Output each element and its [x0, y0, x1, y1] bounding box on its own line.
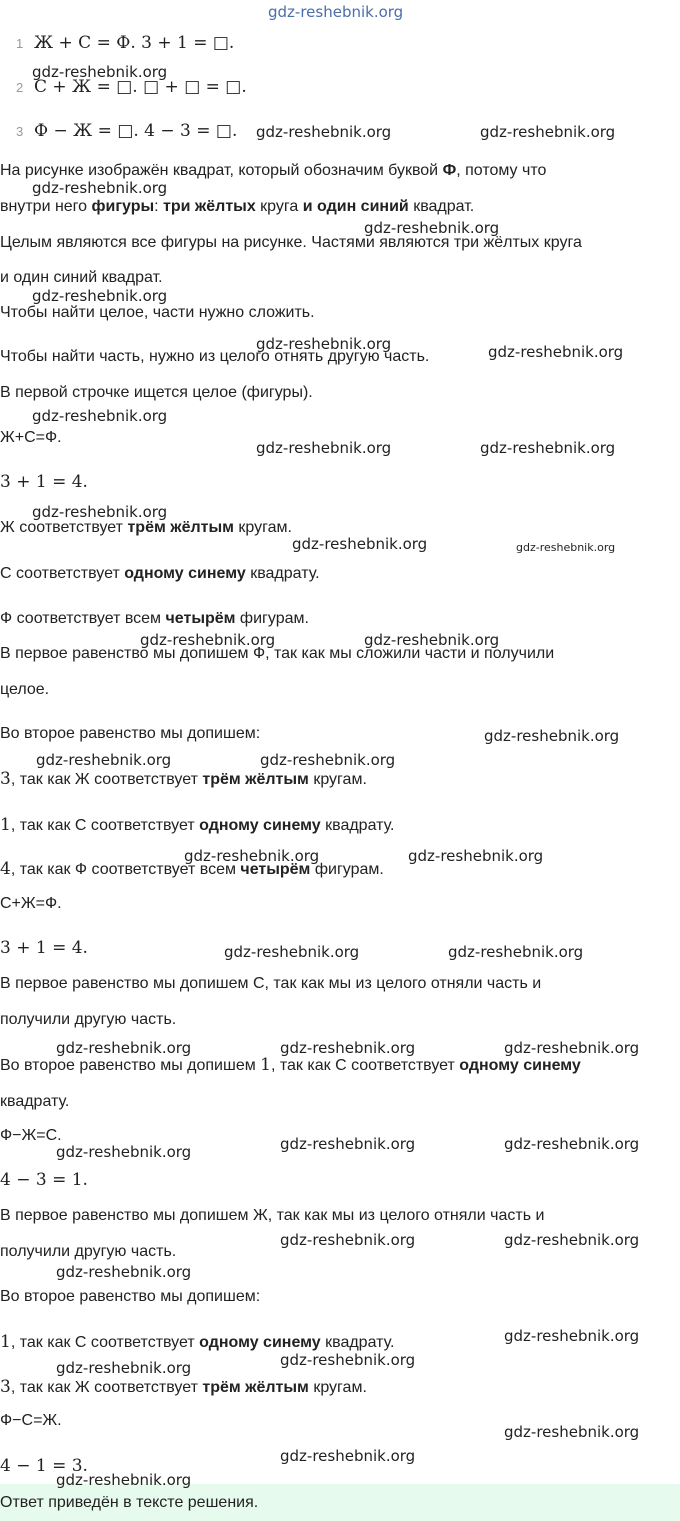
list-number: 3: [16, 124, 24, 139]
paragraph: Во второе равенство мы допишем:: [0, 1288, 261, 1305]
watermark: gdz-reshebnik.org: [56, 1471, 192, 1489]
watermark: gdz-reshebnik.org: [280, 1039, 416, 1057]
paragraph: В первое равенство мы допишем С, так как мы из целого отняли часть и: [0, 975, 542, 992]
paragraph: Во второе равенство мы допишем 1, так как С соответствует одному синему: [0, 1055, 581, 1075]
equation: Ж+С=Ф.: [0, 429, 62, 446]
paragraph: Целым являются все фигуры на рисунке. Частями являются три жёлтых круга: [0, 234, 582, 251]
watermark: gdz-reshebnik.org: [280, 1135, 416, 1153]
paragraph: Ф соответствует всем четырём фигурам.: [0, 610, 309, 627]
watermark: gdz-reshebnik.org: [484, 727, 620, 745]
watermark: gdz-reshebnik.org: [268, 3, 404, 21]
watermark: gdz-reshebnik.org: [56, 1359, 192, 1377]
watermark: gdz-reshebnik.org: [292, 535, 428, 553]
watermark: gdz-reshebnik.org: [32, 63, 168, 81]
paragraph: В первое равенство мы допишем Ф, так как мы сложили части и получили: [0, 645, 555, 662]
watermark: gdz-reshebnik.org: [280, 1231, 416, 1249]
equation: С+Ж=Ф.: [0, 895, 62, 912]
equation: 3 + 1 = 4.: [0, 938, 88, 958]
paragraph: квадрату.: [0, 1093, 70, 1110]
equation: 4 − 1 = 3.: [0, 1456, 88, 1476]
watermark: gdz-reshebnik.org: [504, 1231, 640, 1249]
watermark: gdz-reshebnik.org: [32, 407, 168, 425]
list-number: 1: [16, 36, 24, 51]
equation: 3 + 1 = 4.: [0, 472, 88, 492]
watermark: gdz-reshebnik.org: [56, 1263, 192, 1281]
watermark: gdz-reshebnik.org: [32, 179, 168, 197]
paragraph: получили другую часть.: [0, 1243, 177, 1260]
paragraph: Ж соответствует трём жёлтым кругам.: [0, 519, 292, 536]
paragraph: целое.: [0, 681, 50, 698]
paragraph: На рисунке изображён квадрат, который обозначим буквой Ф, потому что: [0, 162, 547, 179]
paragraph: С соответствует одному синему квадрату.: [0, 565, 320, 582]
watermark: gdz-reshebnik.org: [140, 631, 276, 649]
paragraph: 3, так как Ж соответствует трём жёлтым кругам.: [0, 769, 367, 789]
list-number: 2: [16, 80, 24, 95]
paragraph: 1, так как С соответствует одному синему квадрату.: [0, 1332, 395, 1352]
watermark: gdz-reshebnik.org: [224, 943, 360, 961]
watermark: gdz-reshebnik.org: [516, 541, 616, 554]
watermark: gdz-reshebnik.org: [504, 1327, 640, 1345]
paragraph: и один синий квадрат.: [0, 269, 163, 286]
paragraph: внутри него фигуры: три жёлтых круга и один синий квадрат.: [0, 198, 475, 215]
paragraph: Чтобы найти часть, нужно из целого отнять другую часть.: [0, 348, 430, 365]
watermark: gdz-reshebnik.org: [280, 1447, 416, 1465]
paragraph: Чтобы найти целое, части нужно сложить.: [0, 304, 315, 321]
watermark: gdz-reshebnik.org: [504, 1039, 640, 1057]
watermark: gdz-reshebnik.org: [36, 751, 172, 769]
paragraph: 4, так как Ф соответствует всем четырём фигурам.: [0, 859, 384, 879]
watermark: gdz-reshebnik.org: [260, 751, 396, 769]
paragraph: В первое равенство мы допишем Ж, так как мы из целого отняли часть и: [0, 1207, 545, 1224]
paragraph: В первой строчке ищется целое (фигуры).: [0, 384, 313, 401]
watermark: gdz-reshebnik.org: [364, 631, 500, 649]
paragraph: 3, так как Ж соответствует трём жёлтым кругам.: [0, 1377, 367, 1397]
watermark: gdz-reshebnik.org: [364, 219, 500, 237]
list-item-text: Ф − Ж = □. 4 − 3 = □.: [34, 121, 238, 141]
watermark: gdz-reshebnik.org: [448, 943, 584, 961]
watermark: gdz-reshebnik.org: [280, 1351, 416, 1369]
watermark: gdz-reshebnik.org: [256, 439, 392, 457]
watermark: gdz-reshebnik.org: [256, 123, 392, 141]
paragraph: получили другую часть.: [0, 1011, 177, 1028]
watermark: gdz-reshebnik.org: [32, 503, 168, 521]
list-item-text: Ж + С = Ф. 3 + 1 = □.: [34, 33, 235, 53]
watermark: gdz-reshebnik.org: [32, 287, 168, 305]
watermark: gdz-reshebnik.org: [408, 847, 544, 865]
watermark: gdz-reshebnik.org: [504, 1423, 640, 1441]
watermark: gdz-reshebnik.org: [480, 123, 616, 141]
equation: 4 − 3 = 1.: [0, 1170, 88, 1190]
answer-text: Ответ приведён в тексте решения.: [0, 1494, 259, 1511]
equation: Ф−С=Ж.: [0, 1412, 62, 1429]
watermark: gdz-reshebnik.org: [504, 1135, 640, 1153]
watermark: gdz-reshebnik.org: [56, 1143, 192, 1161]
paragraph: Во второе равенство мы допишем:: [0, 725, 261, 742]
watermark: gdz-reshebnik.org: [184, 847, 320, 865]
equation: Ф−Ж=С.: [0, 1127, 62, 1144]
watermark: gdz-reshebnik.org: [480, 439, 616, 457]
watermark: gdz-reshebnik.org: [56, 1039, 192, 1057]
watermark: gdz-reshebnik.org: [488, 343, 624, 361]
paragraph: 1, так как С соответствует одному синему квадрату.: [0, 815, 395, 835]
watermark: gdz-reshebnik.org: [256, 335, 392, 353]
list-item-text: С + Ж = □. □ + □ = □.: [34, 77, 247, 97]
